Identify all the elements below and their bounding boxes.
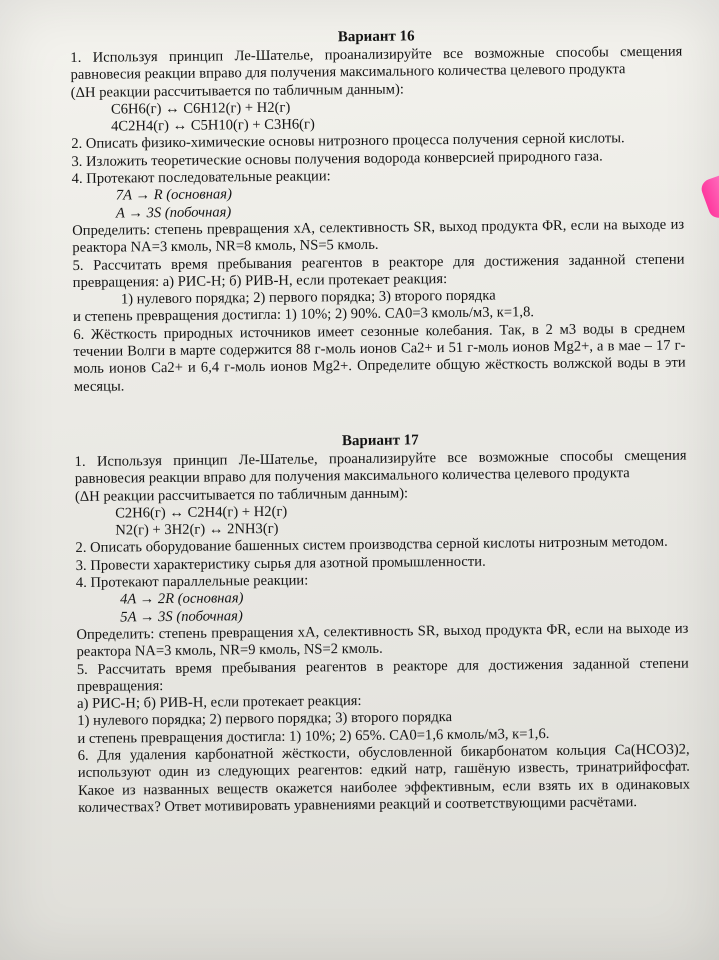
- v16-equation-1: C6H6(г) ↔ C6H12(г) + H2(г): [110, 99, 291, 118]
- v16-task-5: 5. Рассчитать время пребывания реагентов в реакторе для достижения заданной степени превращения: а) РИС-Н; б) РИВ-Н, если протекает реакция:: [72, 251, 685, 291]
- variant-16-title: Вариант 16: [337, 28, 415, 46]
- v16-task-4-question: Определить: степень превращения xA, селективность SR, выход продукта ΦR, если на выходе из реактора NA=3 кмоль, NR=8 кмоль, NS=5 кмоль.: [72, 216, 685, 257]
- v16-task-6: 6. Жёсткость природных источников имеет сезонные колебания. Так, в 2 м3 воды в среднем течении Волги в марте содержится 88 г-моль ионов Ca2+ и 51 г-моль ионов Mg2+, а в мае – 17 г-моль ионов Ca2+ и 6,4 г-моль ионов Mg2+. Определите общую жёсткость волжской воды в эти месяцы.: [73, 320, 686, 395]
- v16-task-1: 1. Используя принцип Ле-Шателье, проанализируйте все возможные способы смещения равновесия реакции вправо для получения максимального количества целевого продукта: [70, 43, 683, 84]
- v17-reaction-main: 4A → 2R (основная): [119, 590, 244, 608]
- v17-reaction-side: 5A → 3S (побочная): [120, 607, 243, 626]
- v17-equation-1: C2H6(г) ↔ C2H4(г) + H2(г): [115, 503, 288, 522]
- v16-equation-2: 4C2H4(г) ↔ C5H10(г) + C3H6(г): [111, 116, 315, 135]
- v17-task-2: 2. Описать оборудование башенных систем производства серной кислоты нитрозным методом.: [75, 534, 668, 557]
- v17-task-1: 1. Используя принцип Ле-Шателье, проанализируйте все возможные способы смещения равновесия реакции вправо для получения максимального количества целевого продукта: [74, 447, 687, 488]
- v16-task-5-orders: 1) нулевого порядка; 2) первого порядка; 3) второго порядка: [120, 287, 496, 308]
- v16-task-2: 2. Описать физико-химические основы нитрозного процесса получения серной кислоты.: [71, 130, 625, 153]
- v16-reaction-side: A → 3S (побочная): [115, 203, 232, 222]
- v16-task-5-conversion: и степень превращения достигла: 1) 10%; 2) 90%. CA0=3 кмоль/м3, к=1,8.: [73, 304, 535, 326]
- document-body: [70, 16, 690, 818]
- v17-task-3: 3. Провести характеристику сырья для азотной промышленности.: [75, 553, 486, 574]
- v17-task-4-question: Определить: степень превращения xA, селективность SR, выход продукта ΦR, если на выходе из реактора NA=3 кмоль, NR=9 кмоль, NS=2 кмоль.: [76, 620, 689, 661]
- v17-task-6: 6. Для удаления карбонатной жёсткости, обусловленной бикарбонатом кольция Ca(HCO3)2, используют один из следующих реагентов: едкий натр, гашёную известь, тринатрийфосфат. Какое из названных веществ окажется наиболее эффективным, если взять их в одинаковых количествах? Ответ мотивировать уравнениями реакций и соответствующими расчётами.: [77, 741, 691, 816]
- v17-task-5-orders: 1) нулевого порядка; 2) первого порядка; 3) второго порядка: [77, 709, 453, 730]
- v17-task-1-note: (ΔН реакции рассчитывается по табличным данным):: [74, 485, 409, 505]
- v17-task-5-conversion: и степень превращения достигла: 1) 10%; 2) 65%. CA0=1,6 кмоль/м3, к=1,6.: [77, 725, 550, 747]
- v17-task-5-reactors: а) РИС-Н; б) РИВ-Н, если протекает реакция:: [77, 693, 362, 713]
- v17-task-5: 5. Рассчитать время пребывания реагентов в реакторе для достижения заданной степени превращения:: [76, 655, 689, 695]
- v17-equation-2: N2(г) + 3H2(г) ↔ 2NH3(г): [115, 520, 279, 539]
- v16-task-3: 3. Изложить теоретические основы получения водорода конверсией природного газа.: [71, 148, 603, 170]
- v17-task-4: 4. Протекают параллельные реакции:: [75, 572, 309, 591]
- v16-task-4: 4. Протекают последовательные реакции:: [71, 168, 331, 188]
- v16-task-1-note: (ΔН реакции рассчитывается по табличным данным):: [70, 81, 404, 101]
- variant-17-title: Вариант 17: [341, 432, 419, 450]
- v16-reaction-main: 7A → R (основная): [115, 186, 232, 204]
